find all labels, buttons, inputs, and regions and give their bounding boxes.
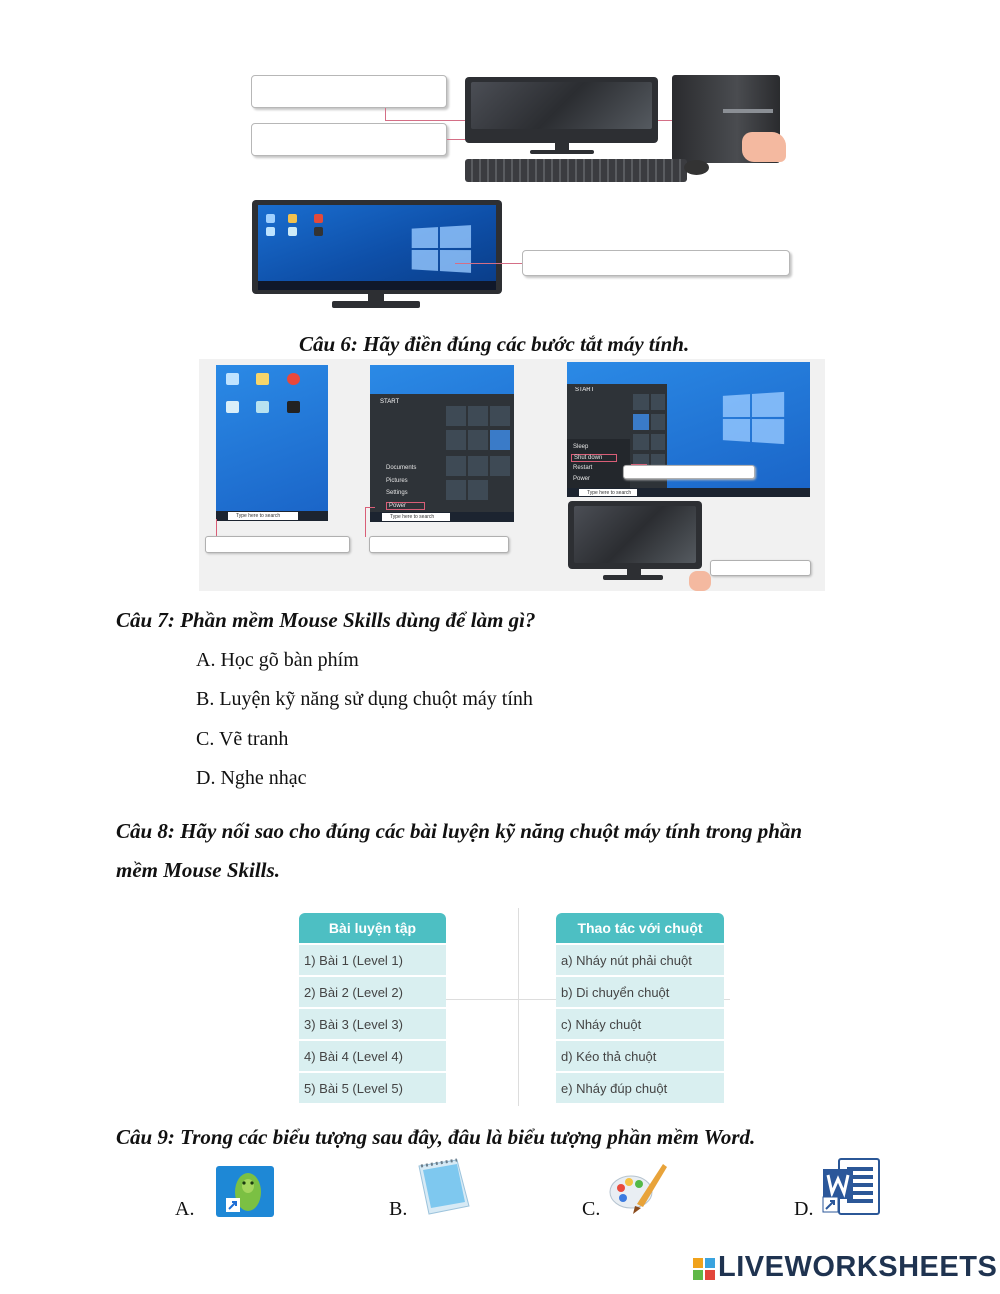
answer-box-1[interactable] <box>251 75 447 108</box>
action-row-c[interactable]: c) Nháy chuột <box>556 1007 724 1039</box>
question-6-title: Câu 6: Hãy điền đúng các bước tắt máy tính. <box>299 332 690 356</box>
exercises-header: Bài luyện tập <box>299 913 446 943</box>
power-restart: Restart <box>573 465 593 471</box>
question-7-title: Câu 7: Phần mềm Mouse Skills dùng để làm gì? <box>116 608 536 632</box>
answer-box-3[interactable] <box>522 250 790 276</box>
shutdown-steps-panel: Type here to search START Documents Pictures Settings Power Type here to search START Sleep Shut down Restart Power Type here to search <box>199 359 825 591</box>
answer-box-2[interactable] <box>251 123 447 156</box>
power-shutdown: Shut down <box>571 454 617 462</box>
power-power: Power <box>573 476 591 482</box>
answer-box-step4[interactable] <box>710 560 811 576</box>
exercise-row-5[interactable]: 5) Bài 5 (Level 5) <box>299 1071 446 1103</box>
action-row-a[interactable]: a) Nháy nút phải chuột <box>556 943 724 975</box>
exercise-row-3[interactable]: 3) Bài 3 (Level 3) <box>299 1007 446 1039</box>
exercise-row-1[interactable]: 1) Bài 1 (Level 1) <box>299 943 446 975</box>
answer-box-step1[interactable] <box>205 536 350 553</box>
q9-option-d-label[interactable]: D. <box>794 1198 814 1220</box>
liveworksheets-brand: LIVEWORKSHEETS <box>718 1251 998 1283</box>
exercise-row-4[interactable]: 4) Bài 4 (Level 4) <box>299 1039 446 1071</box>
question-8-title-line1: Câu 8: Hãy nối sao cho đúng các bài luyện kỹ năng chuột máy tính trong phần <box>116 819 803 843</box>
q7-option-a[interactable]: A. Học gõ bàn phím <box>196 649 359 671</box>
answer-box-step2[interactable] <box>369 536 509 553</box>
menu-power: Power <box>386 502 425 510</box>
question-9-title: Câu 9: Trong các biểu tượng sau đây, đâu là biểu tượng phần mềm Word. <box>116 1125 756 1149</box>
hand-pressing-icon <box>689 571 711 591</box>
actions-header: Thao tác với chuột <box>556 913 724 943</box>
hand-pressing-icon <box>742 132 786 162</box>
notepad-app-icon[interactable] <box>413 1158 475 1216</box>
table-divider-line <box>518 908 519 1106</box>
q9-option-a-label[interactable]: A. <box>175 1198 195 1220</box>
step1-desktop-screenshot <box>216 365 328 517</box>
mouse-actions-table <box>556 913 724 1103</box>
question-8-title-line2: mềm Mouse Skills. <box>116 858 280 882</box>
keyboard-image <box>465 159 687 182</box>
action-row-b[interactable]: b) Di chuyển chuột <box>556 975 724 1007</box>
q7-option-b[interactable]: B. Luyện kỹ năng sử dụng chuột máy tính <box>196 688 533 710</box>
monitor-image <box>465 77 658 143</box>
menu-documents: Documents <box>386 465 417 471</box>
menu-settings: Settings <box>386 490 408 496</box>
q7-option-d[interactable]: D. Nghe nhạc <box>196 767 307 789</box>
action-row-e[interactable]: e) Nháy đúp chuột <box>556 1071 724 1103</box>
step4-monitor-screenshot <box>568 501 702 569</box>
action-row-d[interactable]: d) Kéo thả chuột <box>556 1039 724 1071</box>
taskbar-search-box: Type here to search <box>228 512 298 520</box>
answer-box-step3-inline[interactable] <box>623 465 755 479</box>
q7-option-c[interactable]: C. Vẽ tranh <box>196 728 289 750</box>
exercise-row-2[interactable]: 2) Bài 2 (Level 2) <box>299 975 446 1007</box>
paint-app-icon[interactable] <box>607 1158 669 1216</box>
q9-option-b-label[interactable]: B. <box>389 1198 408 1220</box>
q9-option-c-label[interactable]: C. <box>582 1198 601 1220</box>
mouse-image <box>684 160 709 175</box>
mouse-skills-app-icon[interactable] <box>216 1166 274 1217</box>
word-app-icon[interactable] <box>821 1157 881 1216</box>
power-sleep: Sleep <box>573 444 589 450</box>
exercises-table <box>299 913 446 1103</box>
liveworksheets-logo-icon <box>693 1258 715 1280</box>
menu-pictures: Pictures <box>386 478 408 484</box>
desktop-monitor-image <box>252 200 502 294</box>
